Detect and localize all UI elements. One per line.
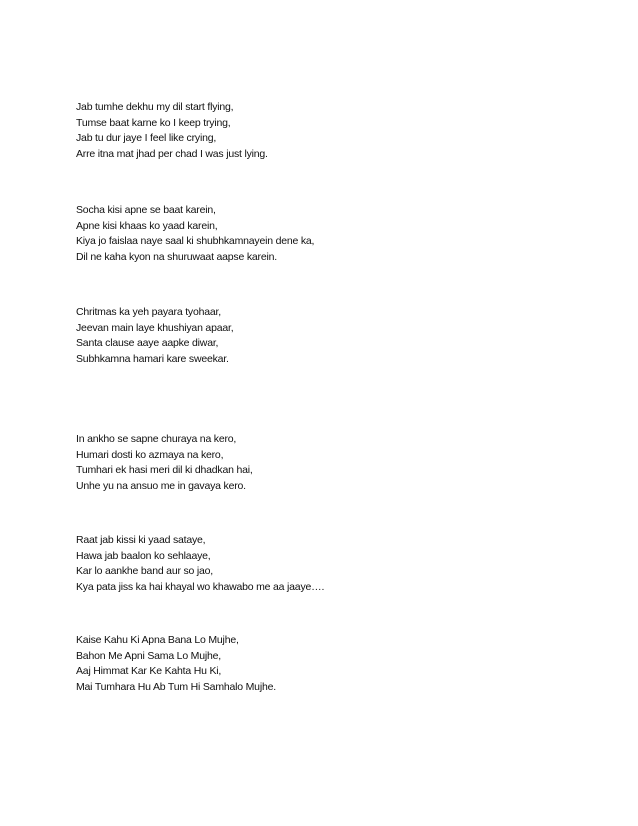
stanza-line: Dil ne kaha kyon na shuruwaat aapse karein. (76, 251, 277, 264)
stanza (76, 203, 556, 266)
stanza-line: Santa clause aaye aapke diwar, (76, 337, 219, 350)
stanza-line: Unhe yu na ansuo me in gavaya kero. (76, 480, 246, 493)
stanza-line: Kiya jo faislaa naye saal ki shubhkamnayein dene ka, (76, 235, 315, 248)
stanza (76, 100, 556, 163)
stanza-line: Jeevan main laye khushiyan apaar, (76, 321, 234, 334)
stanza-line: Arre itna mat jhad per chad I was just lying. (76, 148, 268, 161)
stanza-line: Aaj Himmat Kar Ke Kahta Hu Ki, (76, 665, 222, 678)
stanza (76, 305, 556, 368)
stanza-line: Apne kisi khaas ko yaad karein, (76, 219, 218, 232)
stanza-line: Kya pata jiss ka hai khayal wo khawabo me aa jaaye…. (76, 581, 325, 594)
stanza-line: Kaise Kahu Ki Apna Bana Lo Mujhe, (76, 634, 239, 646)
stanza-line: Tumhari ek hasi meri dil ki dhadkan hai, (76, 464, 253, 477)
stanza-line: Socha kisi apne se baat karein, (76, 204, 216, 216)
stanza (76, 533, 556, 596)
stanza-line: Raat jab kissi ki yaad sataye, (76, 534, 206, 546)
stanza-line: In ankho se sapne churaya na kero, (76, 433, 237, 445)
stanza-line: Tumse baat karne ko I keep trying, (76, 116, 231, 129)
stanza (76, 633, 556, 696)
stanza-line: Chritmas ka yeh payara tyohaar, (76, 306, 221, 318)
stanza-line: Kar lo aankhe band aur so jao, (76, 565, 214, 578)
stanza-line: Humari dosti ko azmaya na kero, (76, 448, 224, 461)
stanza-line: Jab tu dur jaye I feel like crying, (76, 132, 217, 145)
stanza (76, 432, 556, 495)
stanza-line: Subhkamna hamari kare sweekar. (76, 353, 229, 366)
stanza-line: Jab tumhe dekhu my dil start flying, (76, 101, 234, 113)
stanza-line: Bahon Me Apni Sama Lo Mujhe, (76, 649, 221, 662)
stanza-line: Mai Tumhara Hu Ab Tum Hi Samhalo Mujhe. (76, 681, 276, 694)
stanza-line: Hawa jab baalon ko sehlaaye, (76, 549, 211, 562)
